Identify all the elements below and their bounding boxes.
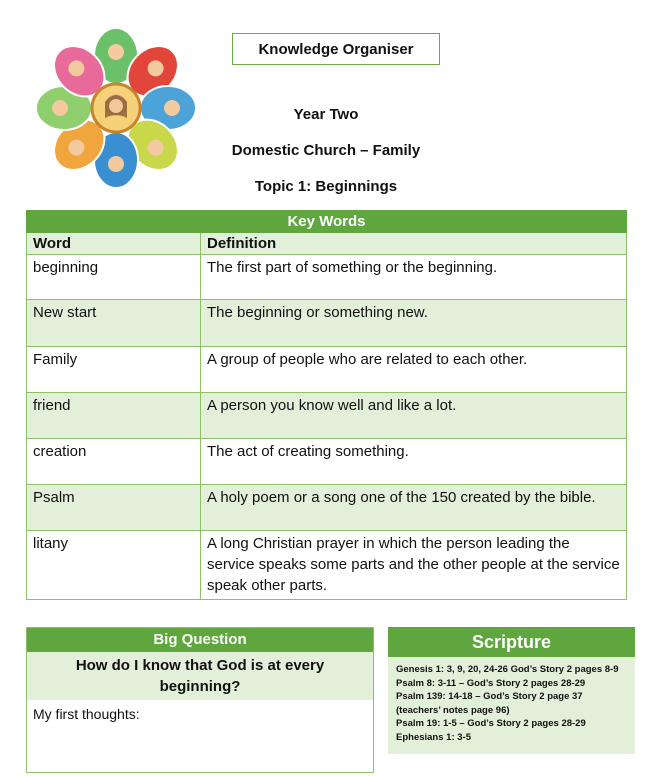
- table-row: [27, 347, 627, 393]
- word-cell: Family: [27, 347, 201, 393]
- table-row: [27, 393, 627, 439]
- topic-heading: Topic 1: Beginnings: [254, 178, 398, 195]
- first-thoughts-label: My first thoughts:: [33, 706, 140, 722]
- scripture-reference: Genesis 1: 3, 9, 20, 24-26 God’s Story 2 pages 8-9: [396, 664, 619, 675]
- table-row: [27, 531, 627, 600]
- word-cell: creation: [27, 439, 201, 485]
- word-cell: beginning: [27, 255, 201, 300]
- scripture-reference: Psalm 139: 14-18 – God’s Story 2 page 37: [396, 691, 583, 702]
- big-question-text: How do I know that God is at every beginning?: [27, 652, 373, 700]
- scripture-reference: Psalm 19: 1-5 – God’s Story 2 pages 28-29: [396, 718, 586, 729]
- word-cell: litany: [27, 531, 201, 600]
- page-title: [232, 33, 440, 65]
- column-header-definition: Definition: [201, 233, 627, 255]
- definition-cell: A group of people who are related to each other.: [201, 347, 627, 393]
- word-cell: Psalm: [27, 485, 201, 531]
- table-row: [27, 485, 627, 531]
- page-title-text: Knowledge Organiser: [258, 40, 414, 58]
- definition-cell: A person you know well and like a lot.: [201, 393, 627, 439]
- table-row: [27, 300, 627, 347]
- big-question-box: [26, 627, 374, 773]
- scripture-reference: Psalm 8: 3-11 – God’s Story 2 pages 28-29: [396, 677, 586, 689]
- scripture-box: [388, 627, 635, 754]
- scripture-list: [388, 657, 635, 750]
- big-question-title: Big Question: [27, 628, 373, 652]
- definition-cell: The beginning or something new.: [201, 300, 627, 347]
- table-row: [27, 439, 627, 485]
- key-words-table: [26, 210, 627, 600]
- scripture-reference: (teachers’ notes page 96): [396, 704, 510, 716]
- key-words-title: Key Words: [27, 211, 627, 233]
- column-header-word: Word: [27, 233, 201, 255]
- definition-cell: The act of creating something.: [201, 439, 627, 485]
- definition-cell: A long Christian prayer in which the person leading the service speaks some parts and the other people at the service speak other parts.: [201, 531, 627, 600]
- scripture-reference: Ephesians 1: 3-5: [396, 731, 471, 743]
- theme-heading: Domestic Church – Family: [231, 142, 421, 159]
- table-row: [27, 255, 627, 300]
- word-cell: New start: [27, 300, 201, 347]
- word-cell: friend: [27, 393, 201, 439]
- flower-people-icon: [36, 28, 196, 188]
- definition-cell: The first part of something or the beginning.: [201, 255, 627, 300]
- year-heading: Year Two: [293, 106, 359, 123]
- definition-cell: A holy poem or a song one of the 150 created by the bible.: [201, 485, 627, 531]
- scripture-title: Scripture: [388, 627, 635, 657]
